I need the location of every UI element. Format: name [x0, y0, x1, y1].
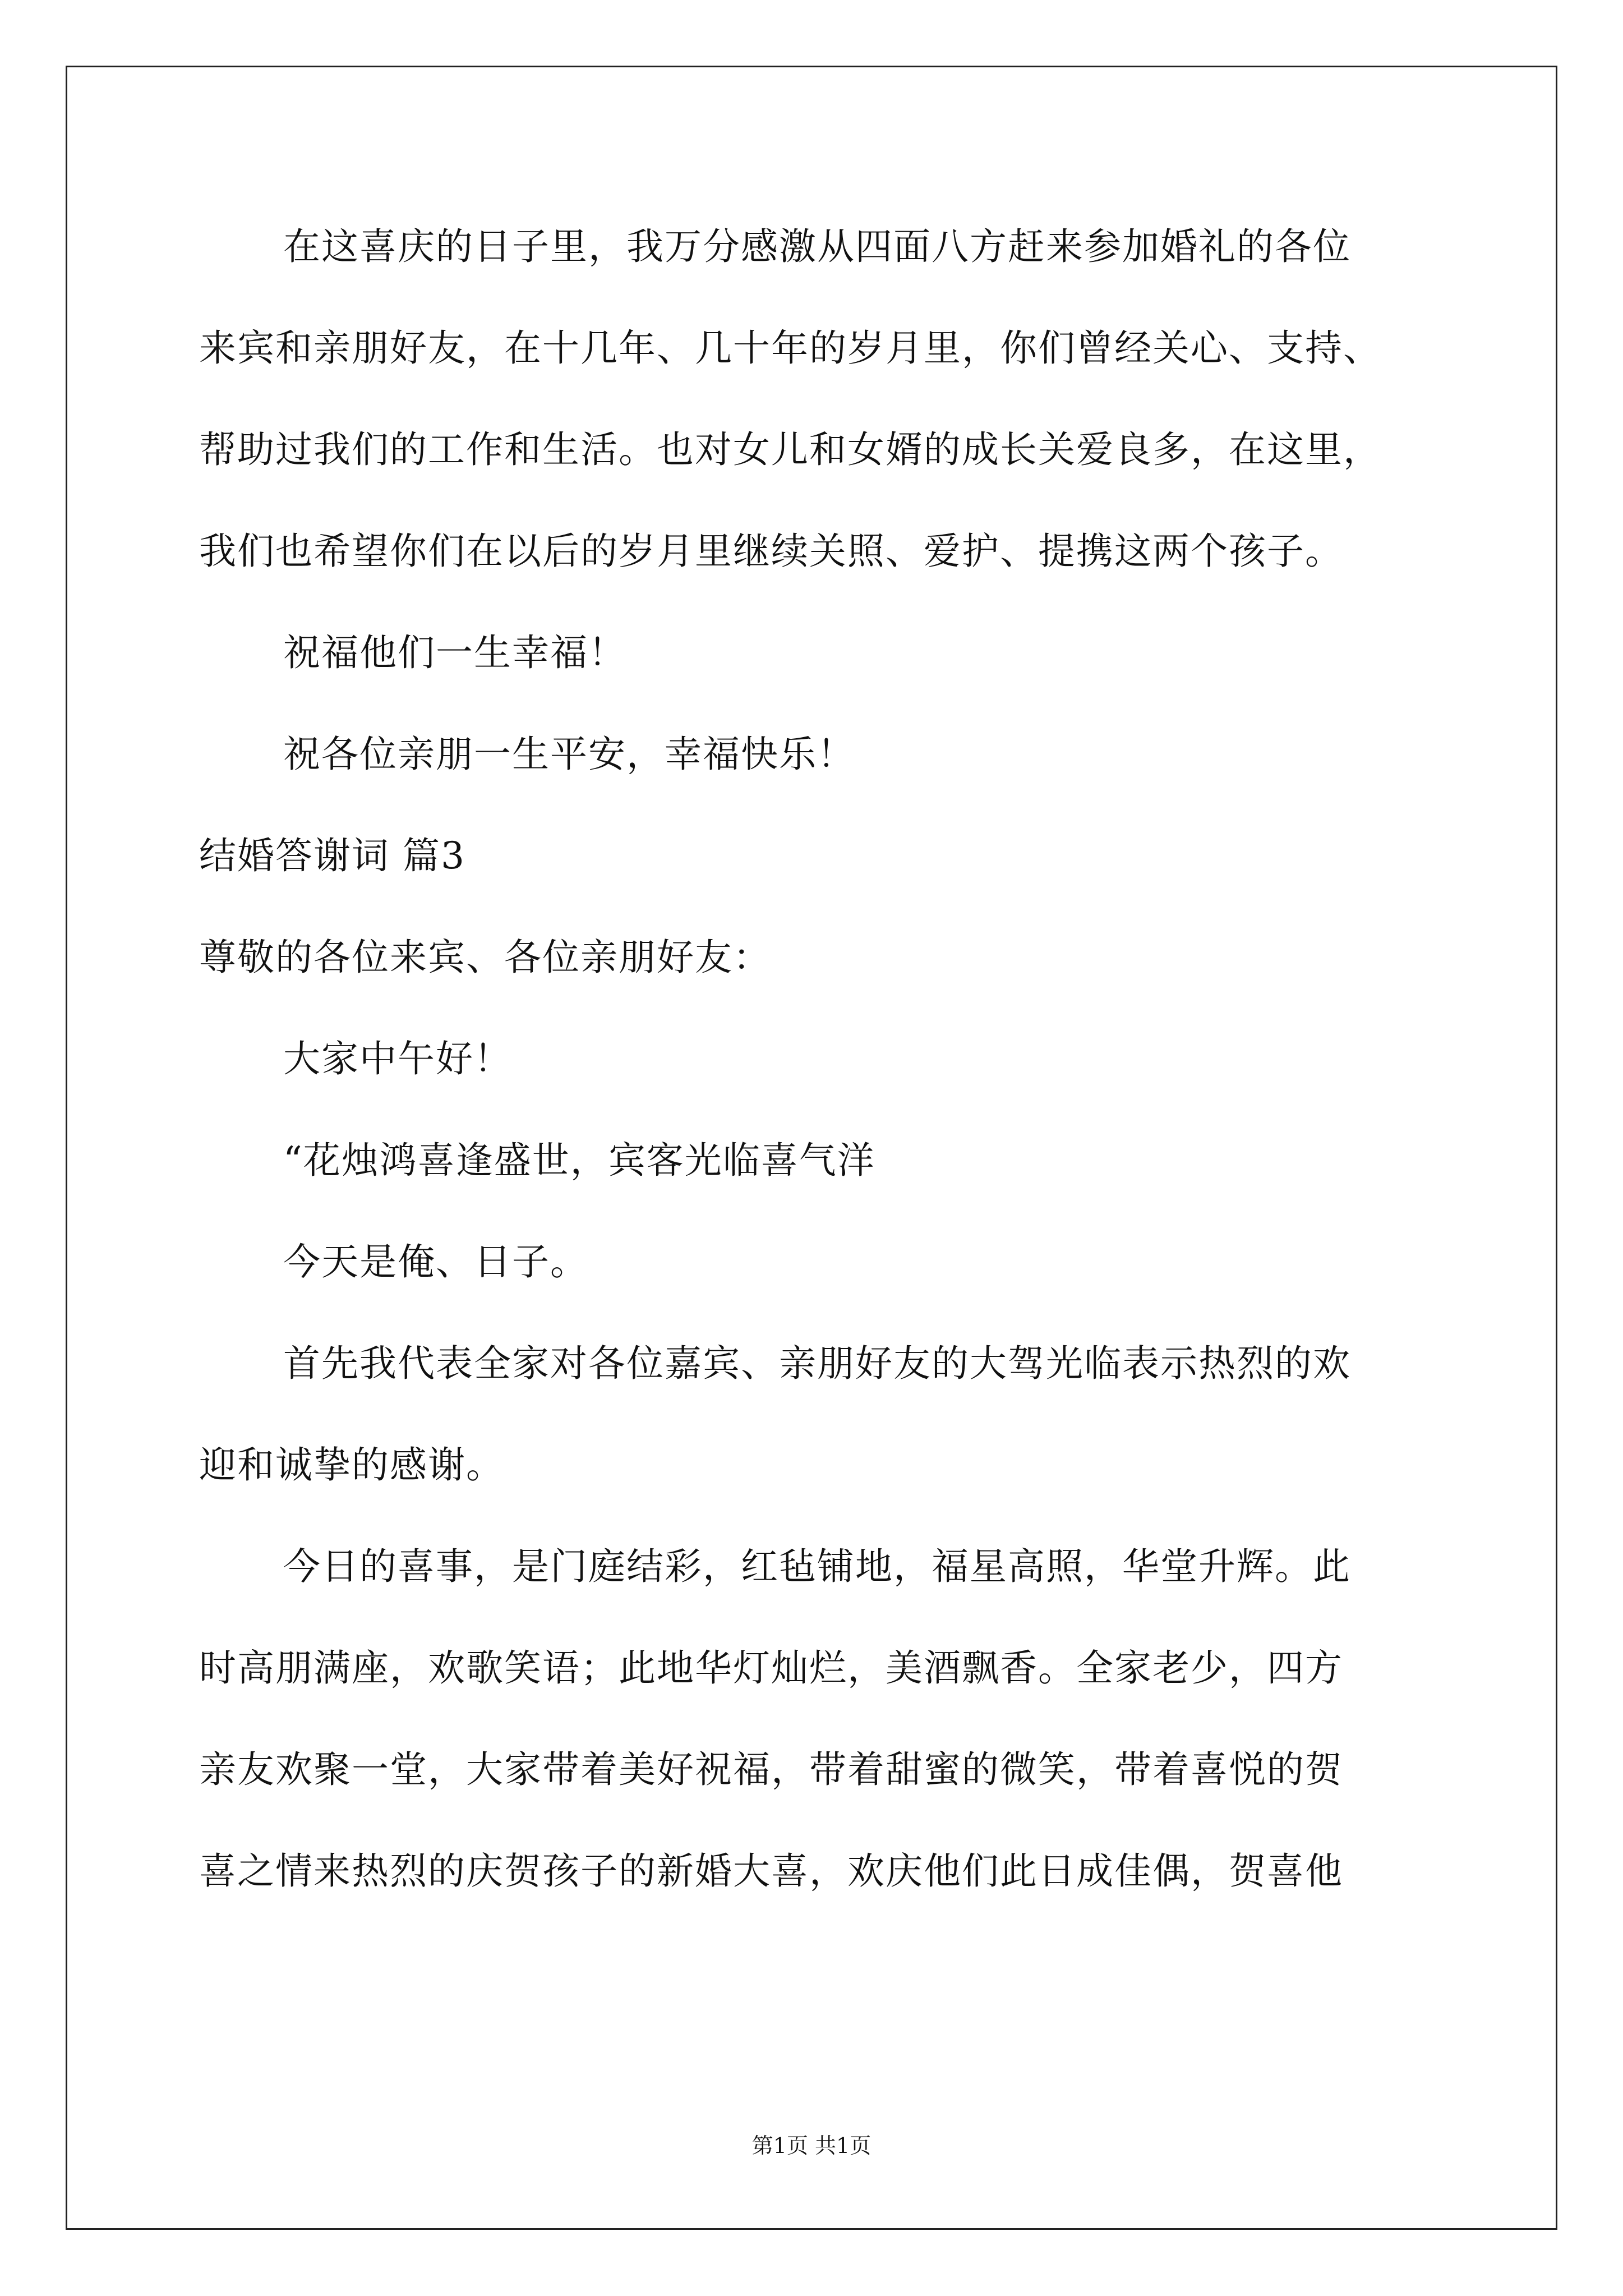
section-heading: 结婚答谢词 篇3 — [199, 834, 465, 877]
paragraph-line: “花烛鸿喜逢盛世，宾客光临喜气洋 — [283, 1139, 875, 1182]
paragraph-line: 今日的喜事，是门庭结彩，红毡铺地，福星高照，华堂升辉。此 — [283, 1545, 1351, 1588]
paragraph-line: 首先我代表全家对各位嘉宾、亲朋好友的大驾光临表示热烈的欢 — [283, 1342, 1351, 1385]
page-footer: 第1页 共1页 — [751, 2133, 872, 2158]
paragraph-line: 我们也希望你们在以后的岁月里继续关照、爱护、提携这两个孩子。 — [199, 530, 1343, 573]
paragraph-line: 祝福他们一生幸福！ — [283, 631, 626, 674]
paragraph-line: 帮助过我们的工作和生活。也对女儿和女婿的成长关爱良多，在这里， — [199, 428, 1381, 471]
paragraph-line: 祝各位亲朋一生平安，幸福快乐！ — [283, 733, 855, 776]
salutation: 尊敬的各位来宾、各位亲朋好友： — [199, 936, 771, 979]
paragraph-line: 亲友欢聚一堂，大家带着美好祝福，带着甜蜜的微笑，带着喜悦的贺 — [199, 1748, 1343, 1791]
paragraph-line: 大家中午好！ — [283, 1037, 512, 1080]
paragraph-line: 喜之情来热烈的庆贺孩子的新婚大喜，欢庆他们此日成佳偶，贺喜他 — [199, 1849, 1343, 1893]
paragraph-line: 迎和诚挚的感谢。 — [199, 1443, 504, 1487]
paragraph-line: 来宾和亲朋好友，在十几年、几十年的岁月里，你们曾经关心、支持、 — [199, 326, 1381, 370]
paragraph-line: 在这喜庆的日子里，我万分感激从四面八方赶来参加婚礼的各位 — [283, 225, 1351, 268]
paragraph-line: 今天是俺、日子。 — [283, 1240, 588, 1283]
paragraph-line: 时高朋满座，欢歌笑语；此地华灯灿烂，美酒飘香。全家老少，四方 — [199, 1646, 1343, 1690]
